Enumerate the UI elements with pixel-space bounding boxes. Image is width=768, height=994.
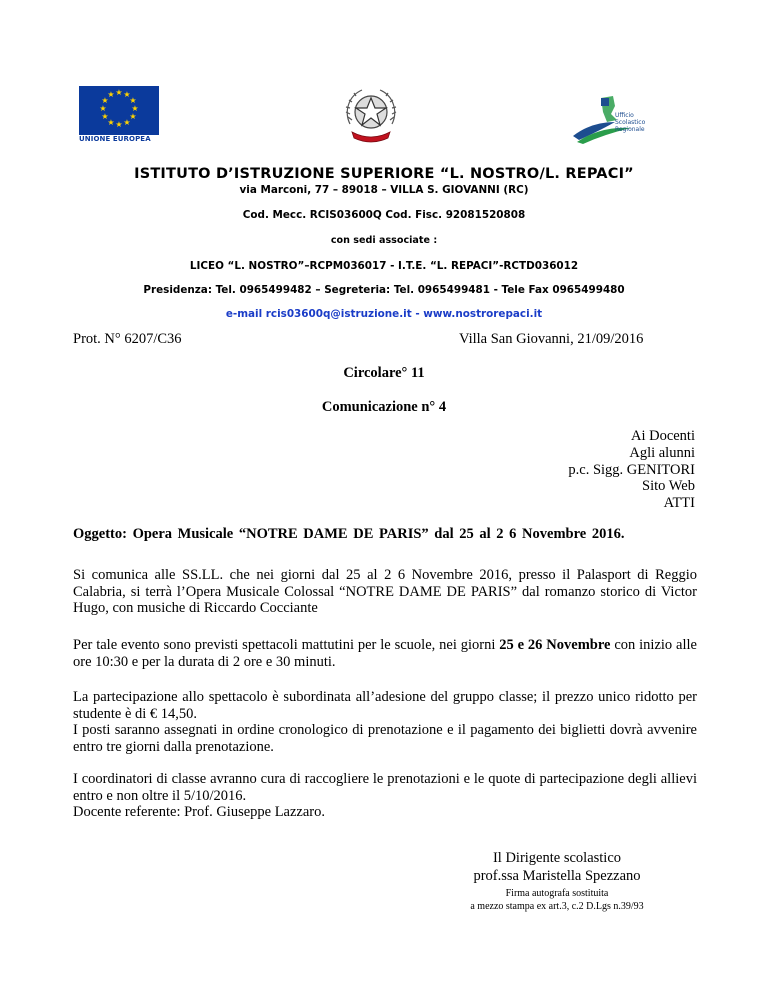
- eu-flag-icon: [79, 86, 159, 135]
- usr-text-line-2: Scolastico: [615, 119, 646, 126]
- protocol-number: Prot. N° 6207/C36: [73, 331, 182, 347]
- usr-text-line-3: Regionale: [615, 126, 645, 133]
- p2-text-end: con inizio alle ore 10:30 e per la durata di 2 ore e 30 minuti.: [73, 637, 697, 670]
- circular-number: Circolare° 11: [343, 365, 425, 381]
- svg-text:★: ★: [123, 118, 131, 127]
- p4-line-1: I coordinatori di classe avranno cura di raccogliere le prenotazioni e le quote di partecipazione degli allievi entro e non oltre il 5/10/2016.: [73, 771, 697, 804]
- associated-schools: LICEO “L. NOSTRO”–RCPM036017 - I.T.E. “L. REPACI”-RCTD036012: [189, 260, 579, 272]
- p3-line-2: I posti saranno assegnati in ordine cronologico di prenotazione e il pagamento dei biglietti dovrà avvenire entro tre giorni dalla prenotazione.: [73, 722, 697, 755]
- signature-note-1: Firma autografa sostituita: [505, 888, 609, 899]
- recipient: Agli alunni: [629, 444, 695, 461]
- signature-note-2: a mezzo stampa ex art.3, c.2 D.Lgs n.39/93: [470, 901, 644, 912]
- svg-text:★: ★: [115, 120, 123, 129]
- communication-number: Comunicazione n° 4: [321, 399, 447, 415]
- svg-text:★: ★: [101, 112, 109, 121]
- body-paragraph-2: [73, 637, 697, 670]
- usr-logo-text: [615, 112, 645, 133]
- contact-separator: -: [411, 308, 424, 320]
- associated-label: con sedi associate :: [330, 235, 438, 246]
- place-date: Villa San Giovanni, 21/09/2016: [459, 331, 644, 347]
- institute-codes: Cod. Mecc. RCIS03600Q Cod. Fisc. 92081520808: [242, 209, 526, 221]
- institute-phones: Presidenza: Tel. 0965499482 – Segreteria: Tel. 0965499481 - Tele Fax 0965499480: [143, 284, 625, 296]
- contact-line: [0, 308, 768, 320]
- recipient: p.c. Sigg. GENITORI: [568, 461, 695, 478]
- subject-line: Oggetto: Opera Musicale “NOTRE DAME DE PARIS” dal 25 al 2 6 Novembre 2016.: [73, 526, 625, 542]
- body-paragraph-3: [73, 689, 697, 755]
- signature-title: Il Dirigente scolastico: [492, 850, 622, 866]
- recipient: ATTI: [663, 495, 695, 512]
- body-paragraph-1: Si comunica alle SS.LL. che nei giorni dal 25 al 2 6 Novembre 2016, presso il Palasport di Reggio Calabria, si terrà l’Opera Musicale Colossal “NOTRE DAME DE PARIS” dal romanzo storico di Victor Hugo, con musiche di Riccardo Cocciante: [73, 567, 697, 616]
- p2-bold-dates: 25 e 26 Novembre: [499, 637, 611, 653]
- institute-address: via Marconi, 77 – 89018 – VILLA S. GIOVANNI (RC): [239, 184, 529, 196]
- signature-name: prof.ssa Maristella Spezzano: [473, 868, 641, 884]
- svg-text:★: ★: [129, 96, 137, 105]
- regional-school-office-logo: [571, 92, 651, 144]
- eu-logo-label: UNIONE EUROPEA: [79, 135, 151, 143]
- svg-text:★: ★: [107, 90, 115, 99]
- svg-text:★: ★: [123, 90, 131, 99]
- institute-title: ISTITUTO D’ISTRUZIONE SUPERIORE “L. NOSTRO/L. REPACI”: [134, 166, 634, 182]
- eu-logo: [79, 86, 159, 144]
- p2-text: Per tale evento sono previsti spettacoli mattutini per le scuole, nei giorni: [73, 637, 500, 653]
- recipients-list: [568, 428, 695, 512]
- p3-line-1: La partecipazione allo spettacolo è subordinata all’adesione del gruppo classe; il prezzo unico ridotto per studente è di € 14,50.: [73, 689, 697, 722]
- svg-text:★: ★: [107, 118, 115, 127]
- svg-text:★: ★: [131, 104, 139, 113]
- svg-text:★: ★: [101, 96, 109, 105]
- website-link[interactable]: www.nostrorepaci.it: [423, 308, 543, 320]
- usr-text-line-1: Ufficio: [615, 112, 634, 119]
- recipient: Ai Docenti: [630, 428, 695, 444]
- italian-republic-emblem-icon: [340, 84, 402, 146]
- recipient: Sito Web: [642, 478, 695, 495]
- svg-text:★: ★: [99, 104, 107, 113]
- body-paragraph-4: [73, 771, 697, 821]
- p4-line-2: Docente referente: Prof. Giuseppe Lazzaro.: [73, 804, 326, 820]
- svg-text:★: ★: [129, 112, 137, 121]
- svg-text:★: ★: [115, 88, 123, 97]
- email-link[interactable]: e-mail rcis03600q@istruzione.it: [225, 308, 412, 320]
